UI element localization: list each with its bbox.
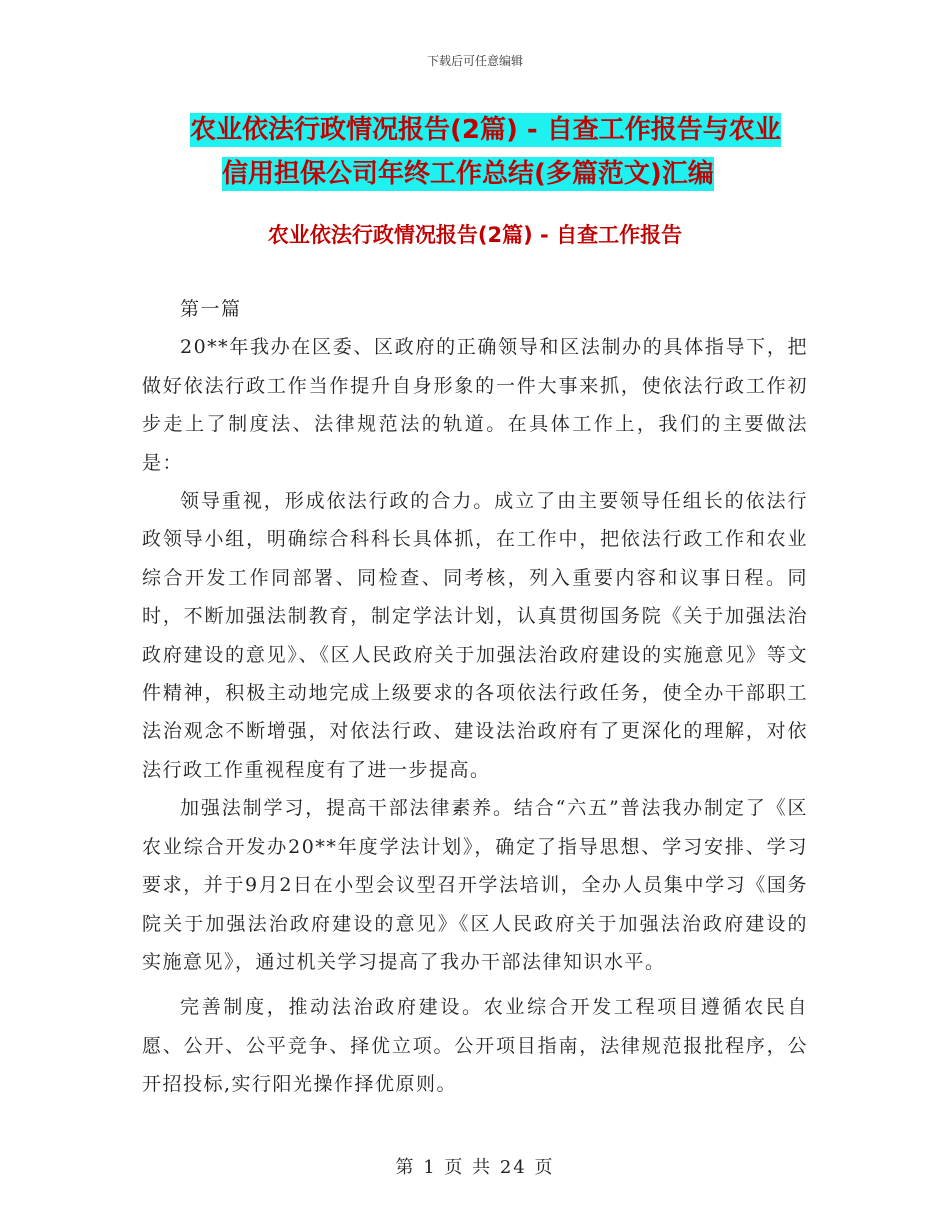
paragraph-1: 第一篇: [180, 298, 242, 320]
page-footer: 第 1 页 共 24 页: [395, 1157, 555, 1178]
title-highlight-2: 信用担保公司年终工作总结(多篇范文)汇编: [222, 159, 714, 189]
paragraph-5: 完善制度，推动法治政府建设。农业综合开发工程项目遵循农民自愿、公开、公平竞争、择优立项。公开项目指南，法律规范报批程序，公开招投标,实行阳光操作择优原则。: [142, 996, 808, 1096]
paragraph-3: 领导重视，形成依法行政的合力。成立了由主要领导任组长的依法行政领导小组，明确综合科科长具体抓，在工作中，把依法行政工作和农业综合开发工作同部署、同检查、同考核，列入重要内容和议事日程。同时，不断加强法制教育，制定学法计划，认真贯彻国务院《关于加强法治政府建设的意见》、《区人民政府关于加强法治政府建设的实施意见》等文件精神，积极主动地完成上级要求的各项依法行政任务，使全办干部职工法治观念不断增强，对依法行政、建设法治政府有了更深化的理解，对依法行政工作重视程度有了进一步提高。: [142, 490, 808, 781]
title-highlight-1: 农业依法行政情况报告(2篇) - 自查工作报告与农业: [190, 115, 781, 145]
section-title: 农业依法行政情况报告(2篇) - 自查工作报告: [267, 223, 683, 247]
header-note: 下载后可任意编辑: [426, 54, 523, 68]
paragraph-4: 加强法制学习，提高干部法律素养。结合“六五”普法我办制定了《区农业综合开发办20**年度学法计划》，确定了指导思想、学习安排、学习要求，并于9月2日在小型会议型召开学法培训，全办人员集中学习《国务院关于加强法治政府建设的意见》《区人民政府关于加强法治政府建设的实施意见》，通过机关学习提高了我办干部法律知识水平。: [142, 797, 808, 973]
document-title-line-1: [190, 112, 950, 148]
document-title-line-2: [222, 156, 950, 192]
paragraph-2: 20**年我办在区委、区政府的正确领导和区法制办的具体指导下，把做好依法行政工作当作提升自身形象的一件大事来抓，使依法行政工作初步走上了制度法、法律规范法的轨道。在具体工作上，我们的主要做法是：: [142, 336, 808, 474]
document-body: [142, 290, 808, 1104]
